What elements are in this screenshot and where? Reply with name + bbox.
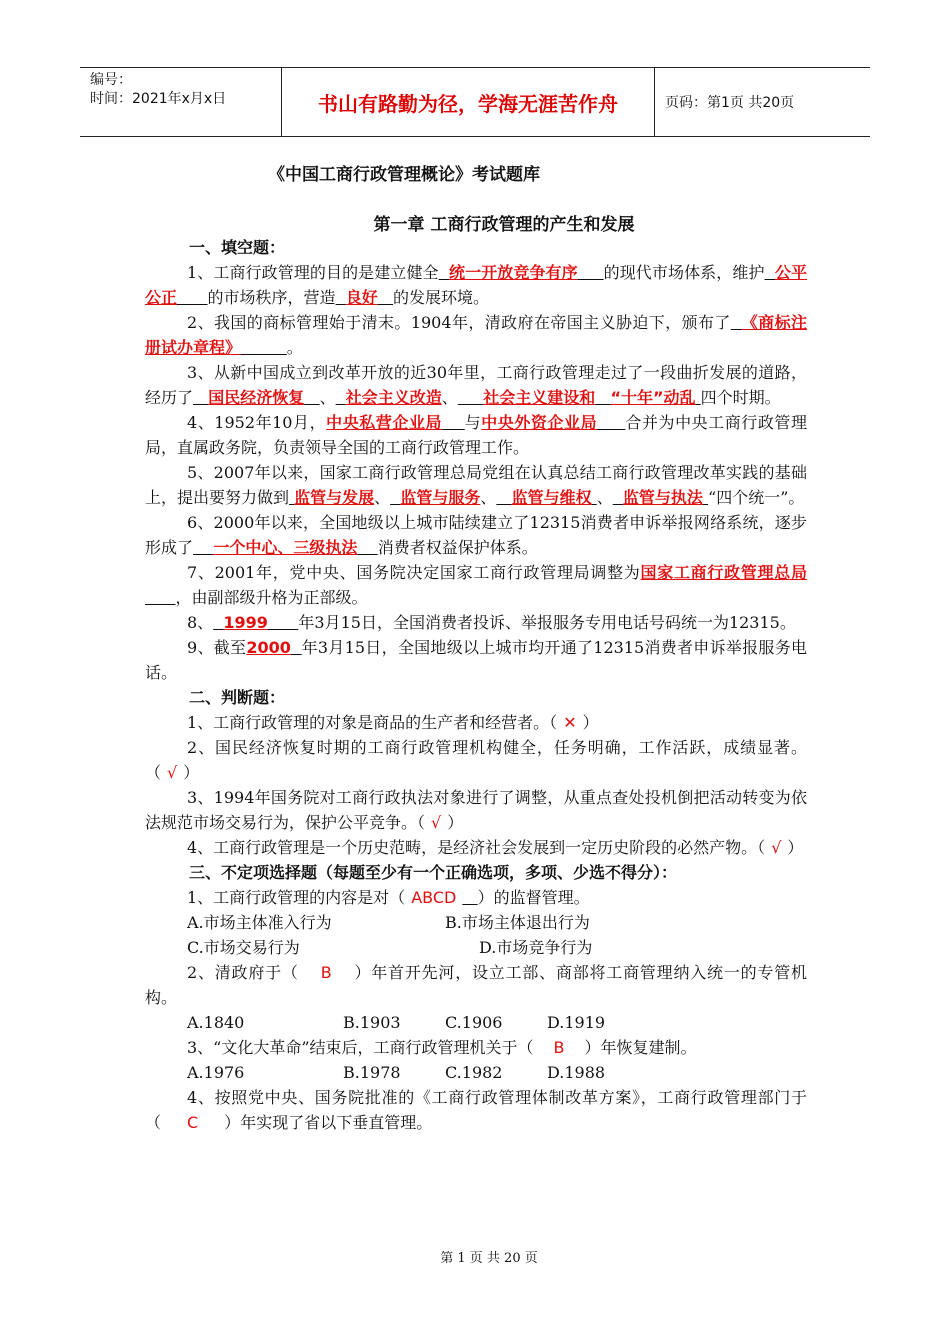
q-text: 四个时期。 — [700, 388, 781, 407]
option: C.市场交易行为 — [187, 938, 300, 957]
fill-question-5: 5、2007年以来，国家工商行政管理总局党组在认真总结工商行政管理改革实践的基础上，提出要努力做到 监管与发展、 监管与服务、 监管与维权 、 监管与执法 “四个统一”。 — [145, 463, 807, 507]
q-text: 消费者权益保护体系。 — [377, 538, 538, 557]
choice-options-1b — [145, 935, 807, 960]
choice-options-3 — [145, 1060, 807, 1085]
answer: B — [320, 963, 332, 982]
judge-question-3 — [145, 785, 807, 835]
answer: 国民经济恢复 — [208, 388, 305, 407]
q-text: 3、“文化大革命”结束后，工商行政管理机关于（ — [187, 1038, 534, 1057]
answer: 国家工商行政管理总局 — [640, 563, 807, 582]
fill-question-2 — [145, 310, 807, 360]
answer: 公平公正 — [145, 263, 807, 307]
answer: 1999 — [223, 613, 268, 632]
document-body — [145, 235, 807, 1135]
q-text: 2、国民经济恢复时期的工商行政管理机构健全，任务明确，工作活跃，成绩显著。（ — [145, 738, 807, 782]
q-text: 1、工商行政管理的对象是商品的生产者和经营者。（ — [187, 713, 558, 732]
choice-question-4 — [145, 1085, 807, 1135]
answer: 监管与维权 — [511, 488, 592, 507]
q-text: ） — [787, 838, 804, 857]
option: B.1978 — [343, 1063, 401, 1082]
q-text: ）年首开先河，设立工部、商部将工商管理纳入统一的专管机构。 — [145, 963, 807, 1007]
option: D.市场竞争行为 — [479, 938, 593, 957]
answer: 监管与发展 — [294, 488, 375, 507]
date-label: 时间：2021年x月x日 — [90, 91, 227, 107]
judge-question-4 — [145, 835, 807, 860]
q-text: 。 — [286, 338, 303, 357]
q-text: 5、2007年以来，国家工商行政管理总局党组在认真总结工商行政管理改革实践的基础上，提出要努力做到 — [145, 463, 807, 507]
option: C.1982 — [445, 1063, 503, 1082]
q-text: 4、按照党中央、国务院批准的《工商行政管理体制改革方案》，工商行政管理部门于（ — [145, 1088, 807, 1132]
answer: 《商标注册试办章程》 — [145, 313, 807, 357]
header-page-info: 页码：第1页 共20页 — [665, 95, 795, 111]
cross-mark-icon: ✕ — [563, 713, 577, 732]
header-motto: 书山有路勤为径，学海无涯苦作舟 — [282, 68, 655, 136]
answer: 监管与执法 — [622, 488, 703, 507]
q-text: ）的监督管理。 — [477, 888, 590, 907]
q-text: 2、清政府于（ — [187, 963, 299, 982]
option: A.市场主体准入行为 — [187, 913, 332, 932]
q-text: 与 — [464, 413, 482, 432]
answer: 中央外资企业局 — [481, 413, 598, 432]
option: D.1988 — [547, 1063, 606, 1082]
page-footer: 第 1 页 共 20 页 — [440, 1251, 538, 1266]
judge-question-1 — [145, 710, 807, 735]
q-text: 8、 — [187, 613, 214, 632]
choice-question-3 — [145, 1035, 807, 1060]
answer: C — [187, 1113, 199, 1132]
option: B.市场主体退出行为 — [445, 913, 590, 932]
q-text: 1、工商行政管理的目的是建立健全 — [187, 263, 439, 282]
q-text: ） — [582, 713, 599, 732]
check-mark-icon: √ — [431, 813, 442, 832]
section-judge-heading: 二、判断题： — [189, 688, 286, 707]
q-text: 的现代市场体系，维护 — [603, 263, 765, 282]
answer: ABCD — [411, 888, 457, 907]
answer: 中央私营企业局 — [326, 413, 443, 432]
answer: 社会主义建设和 — [483, 388, 596, 407]
choice-question-1 — [145, 885, 807, 910]
q-text: 1、工商行政管理的内容是对（ — [187, 888, 406, 907]
option: B.1903 — [343, 1013, 401, 1032]
doc-title: 《中国工商行政管理概论》考试题库 — [268, 165, 540, 185]
q-text: “四个统一”。 — [708, 488, 805, 507]
q-text: ，由副部级升格为正部级。 — [175, 588, 368, 607]
q-text: 9、截至 — [187, 638, 247, 657]
answer: 一个中心、三级执法 — [213, 538, 358, 557]
choice-options-1 — [145, 910, 807, 935]
q-text: ）年恢复建制。 — [584, 1038, 697, 1057]
option: A.1976 — [187, 1063, 245, 1082]
q-text: 3、1994年国务院对工商行政执法对象进行了调整，从重点查处投机倒把活动转变为依法规范市场交易行为，保护公平竞争。（ — [145, 788, 807, 832]
judge-question-2 — [145, 735, 807, 785]
answer: B — [553, 1038, 565, 1057]
fill-question-3: 3、从新中国成立到改革开放的近30年里，工商行政管理走过了一段曲折发展的道路，经历了 国民经济恢复 、 社会主义改造、 社会主义建设和 “十年”动乱 四个时期。 — [145, 363, 807, 407]
fill-question-7 — [145, 560, 807, 610]
fill-question-9 — [145, 635, 807, 685]
check-mark-icon: √ — [771, 838, 782, 857]
q-text: 7、2001年，党中央、国务院决定国家工商行政管理局调整为 — [187, 563, 641, 582]
q-text: ）年实现了省以下垂直管理。 — [224, 1113, 433, 1132]
q-text: ） — [183, 763, 200, 782]
fill-question-1 — [145, 260, 807, 310]
q-text: 合并为中央工商行政管理局，直属政务院，负责领导全国的工商行政管理工作。 — [145, 413, 807, 457]
option: D.1919 — [547, 1013, 606, 1032]
q-text: 的市场秩序，营造 — [207, 288, 336, 307]
option: C.1906 — [445, 1013, 503, 1032]
answer: 社会主义改造 — [345, 388, 442, 407]
q-text: ） — [447, 813, 464, 832]
q-text: 6、2000年以来，全国地级以上城市陆续建立了12315消费者申诉举报网络系统，逐步形成了 — [145, 513, 807, 557]
choice-question-2 — [145, 960, 807, 1010]
q-text: 年3月15日，全国地级以上城市均开通了12315消费者申诉举报服务电话。 — [145, 638, 807, 682]
q-text: 4、工商行政管理是一个历史范畴，是经济社会发展到一定历史阶段的必然产物。（ — [187, 838, 766, 857]
q-text: 的发展环境。 — [393, 288, 490, 307]
answer: 良好 — [345, 288, 378, 307]
section-choice-heading: 三、不定项选择题（每题至少有一个正确选项，多项、少选不得分）： — [189, 863, 678, 882]
answer: 监管与服务 — [400, 488, 481, 507]
chapter-title: 第一章 工商行政管理的产生和发展 — [373, 215, 635, 235]
q-text: 4、1952年10月， — [187, 413, 327, 432]
section-fill-heading: 一、填空题： — [189, 238, 286, 257]
option: A.1840 — [187, 1013, 245, 1032]
check-mark-icon: √ — [167, 763, 178, 782]
fill-question-8 — [145, 610, 807, 635]
answer: 统一开放竞争有序 — [449, 263, 578, 282]
header-meta — [80, 68, 282, 136]
code-label: 编号： — [90, 72, 132, 88]
answer: 2000 — [246, 638, 291, 657]
q-text: 3、从新中国成立到改革开放的近30年里，工商行政管理走过了一段曲折发展的道路，经历了 — [145, 363, 807, 407]
fill-question-4 — [145, 410, 807, 460]
fill-question-6 — [145, 510, 807, 560]
choice-options-2 — [145, 1010, 807, 1035]
q-text: 年3月15日，全国消费者投诉、举报服务专用电话号码统一为12315。 — [298, 613, 796, 632]
answer: “十年”动乱 — [610, 388, 696, 407]
header-table — [80, 67, 870, 137]
q-text: 2、我国的商标管理始于清末。1904年，清政府在帝国主义胁迫下，颁布了 — [187, 313, 731, 332]
